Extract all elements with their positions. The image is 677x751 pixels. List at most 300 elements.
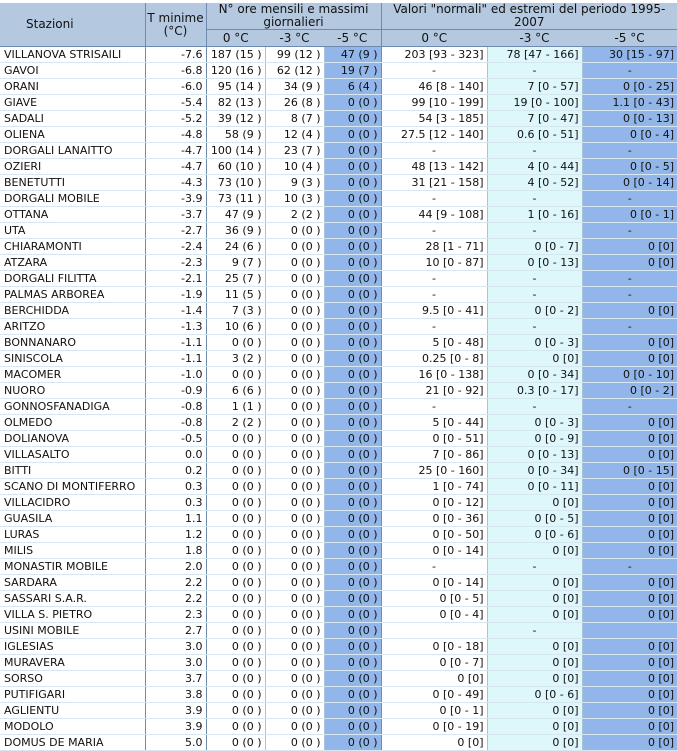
hours-0c-cell: 0 (0 ): [206, 607, 265, 623]
station-name-cell: SINISCOLA: [0, 351, 145, 367]
min-temperature-cell: -1.1: [145, 351, 206, 367]
station-name-cell: GIAVE: [0, 95, 145, 111]
normal-minus3c-cell: 0.6 [0 - 51]: [487, 127, 582, 143]
hours-0c-cell: 58 (9 ): [206, 127, 265, 143]
hours-0c-cell: 0 (0 ): [206, 703, 265, 719]
normal-minus3c-cell: -: [487, 623, 582, 639]
normal-0c-cell: 0 [0]: [381, 735, 487, 751]
min-temperature-cell: -2.1: [145, 271, 206, 287]
normal-0c-cell: 0 [0 - 14]: [381, 543, 487, 559]
normal-minus5c-cell: 0 [0]: [582, 351, 677, 367]
hours-minus5c-cell: 0 (0 ): [324, 127, 381, 143]
normal-minus3c-cell: 0 [0]: [487, 607, 582, 623]
hours-minus5c-cell: 0 (0 ): [324, 559, 381, 575]
normal-minus5c-cell: 0 [0]: [582, 303, 677, 319]
hours-0c-cell: 60 (10 ): [206, 159, 265, 175]
normal-minus3c-cell: 0 [0 - 7]: [487, 239, 582, 255]
station-name-cell: MONASTIR MOBILE: [0, 559, 145, 575]
hours-minus3c-cell: 0 (0 ): [265, 575, 324, 591]
hours-minus5c-cell: 0 (0 ): [324, 287, 381, 303]
hours-minus3c-cell: 12 (4 ): [265, 127, 324, 143]
min-temperature-cell: -1.9: [145, 287, 206, 303]
normal-minus5c-cell: 0 [0]: [582, 639, 677, 655]
hours-0c-cell: 95 (14 ): [206, 79, 265, 95]
min-temperature-cell: 2.2: [145, 575, 206, 591]
station-name-cell: BERCHIDDA: [0, 303, 145, 319]
table-row: [0, 543, 677, 559]
normal-minus5c-cell: 0 [0]: [582, 671, 677, 687]
min-temperature-cell: -4.7: [145, 159, 206, 175]
table-row: [0, 175, 677, 191]
hours-minus3c-cell: 0 (0 ): [265, 255, 324, 271]
min-temperature-cell: -0.8: [145, 415, 206, 431]
station-name-cell: USINI MOBILE: [0, 623, 145, 639]
min-temperature-cell: 1.2: [145, 527, 206, 543]
hours-minus3c-cell: 0 (0 ): [265, 511, 324, 527]
station-name-cell: DORGALI MOBILE: [0, 191, 145, 207]
table-row: [0, 639, 677, 655]
hours-minus3c-cell: 26 (8 ): [265, 95, 324, 111]
station-name-cell: SCANO DI MONTIFERRO: [0, 479, 145, 495]
hours-minus3c-cell: 0 (0 ): [265, 447, 324, 463]
header-normal-minus3c: -3 °C: [487, 30, 582, 47]
normal-minus5c-cell: 0 [0]: [582, 735, 677, 751]
hours-minus3c-cell: 0 (0 ): [265, 623, 324, 639]
normal-minus3c-cell: 78 [47 - 166]: [487, 47, 582, 63]
header-min-temperature: T minime (°C): [145, 3, 206, 47]
normal-minus5c-cell: 0 [0]: [582, 687, 677, 703]
hours-minus3c-cell: 0 (0 ): [265, 479, 324, 495]
normal-0c-cell: 10 [0 - 87]: [381, 255, 487, 271]
normal-0c-cell: 5 [0 - 44]: [381, 415, 487, 431]
hours-minus3c-cell: 9 (3 ): [265, 175, 324, 191]
station-name-cell: DOLIANOVA: [0, 431, 145, 447]
hours-0c-cell: 0 (0 ): [206, 367, 265, 383]
min-temperature-cell: 2.2: [145, 591, 206, 607]
normal-minus5c-cell: 0 [0]: [582, 415, 677, 431]
hours-minus3c-cell: 0 (0 ): [265, 303, 324, 319]
table-row: [0, 655, 677, 671]
station-name-cell: MACOMER: [0, 367, 145, 383]
hours-minus5c-cell: 0 (0 ): [324, 143, 381, 159]
hours-0c-cell: 24 (6 ): [206, 239, 265, 255]
hours-minus5c-cell: 0 (0 ): [324, 319, 381, 335]
table-row: [0, 703, 677, 719]
normal-minus5c-cell: 0 [0]: [582, 511, 677, 527]
table-row: [0, 735, 677, 751]
normal-minus5c-cell: 0 [0]: [582, 335, 677, 351]
hours-minus5c-cell: 0 (0 ): [324, 303, 381, 319]
normal-minus5c-cell: 0 [0 - 14]: [582, 175, 677, 191]
table-row: [0, 463, 677, 479]
header-hours-0c: 0 °C: [206, 30, 265, 47]
table-row: [0, 511, 677, 527]
normal-0c-cell: -: [381, 399, 487, 415]
hours-0c-cell: 0 (0 ): [206, 719, 265, 735]
header-stations: Stazioni: [0, 3, 145, 47]
hours-minus3c-cell: 0 (0 ): [265, 367, 324, 383]
normal-minus3c-cell: 0 [0]: [487, 719, 582, 735]
normal-minus5c-cell: 0 [0]: [582, 527, 677, 543]
normal-0c-cell: 21 [0 - 92]: [381, 383, 487, 399]
min-temperature-cell: -5.2: [145, 111, 206, 127]
table-row: [0, 351, 677, 367]
station-name-cell: PALMAS ARBOREA: [0, 287, 145, 303]
hours-minus3c-cell: 62 (12 ): [265, 63, 324, 79]
normal-0c-cell: 0 [0 - 4]: [381, 607, 487, 623]
table-row: [0, 127, 677, 143]
hours-0c-cell: 0 (0 ): [206, 575, 265, 591]
header-normal-values: Valori "normali" ed estremi del periodo 1995-2007: [381, 3, 677, 30]
normal-minus5c-cell: -: [582, 143, 677, 159]
min-temperature-cell: 2.0: [145, 559, 206, 575]
hours-0c-cell: 25 (7 ): [206, 271, 265, 287]
table-row: [0, 399, 677, 415]
hours-minus3c-cell: 0 (0 ): [265, 543, 324, 559]
normal-minus3c-cell: 0 [0]: [487, 591, 582, 607]
normal-0c-cell: 0 [0 - 18]: [381, 639, 487, 655]
station-name-cell: MURAVERA: [0, 655, 145, 671]
normal-0c-cell: 0 [0 - 49]: [381, 687, 487, 703]
normal-minus3c-cell: 0 [0]: [487, 575, 582, 591]
hours-0c-cell: 0 (0 ): [206, 511, 265, 527]
hours-minus5c-cell: 0 (0 ): [324, 367, 381, 383]
hours-minus3c-cell: 0 (0 ): [265, 607, 324, 623]
table-row: [0, 383, 677, 399]
normal-minus3c-cell: 0 [0 - 3]: [487, 335, 582, 351]
normal-0c-cell: -: [381, 319, 487, 335]
hours-minus3c-cell: 0 (0 ): [265, 735, 324, 751]
normal-0c-cell: 0 [0 - 5]: [381, 591, 487, 607]
table-row: [0, 63, 677, 79]
normal-0c-cell: 0 [0 - 1]: [381, 703, 487, 719]
min-temperature-cell: -4.8: [145, 127, 206, 143]
hours-0c-cell: 0 (0 ): [206, 463, 265, 479]
normal-minus3c-cell: -: [487, 287, 582, 303]
frost-hours-table: [0, 3, 677, 751]
hours-0c-cell: 1 (1 ): [206, 399, 265, 415]
hours-0c-cell: 0 (0 ): [206, 623, 265, 639]
normal-0c-cell: 16 [0 - 138]: [381, 367, 487, 383]
min-temperature-cell: 3.9: [145, 719, 206, 735]
station-name-cell: DORGALI LANAITTO: [0, 143, 145, 159]
min-temperature-cell: 2.3: [145, 607, 206, 623]
normal-minus5c-cell: 0 [0]: [582, 703, 677, 719]
hours-minus5c-cell: 0 (0 ): [324, 463, 381, 479]
hours-0c-cell: 0 (0 ): [206, 543, 265, 559]
table-row: [0, 447, 677, 463]
min-temperature-cell: 0.3: [145, 479, 206, 495]
hours-minus3c-cell: 0 (0 ): [265, 223, 324, 239]
hours-0c-cell: 120 (16 ): [206, 63, 265, 79]
normal-minus5c-cell: 0 [0]: [582, 255, 677, 271]
table-row: [0, 671, 677, 687]
hours-minus5c-cell: 0 (0 ): [324, 111, 381, 127]
hours-minus3c-cell: 99 (12 ): [265, 47, 324, 63]
hours-minus3c-cell: 0 (0 ): [265, 655, 324, 671]
hours-minus3c-cell: 0 (0 ): [265, 319, 324, 335]
table-row: [0, 687, 677, 703]
hours-minus5c-cell: 0 (0 ): [324, 607, 381, 623]
hours-minus3c-cell: 0 (0 ): [265, 591, 324, 607]
station-name-cell: LURAS: [0, 527, 145, 543]
hours-minus5c-cell: 0 (0 ): [324, 223, 381, 239]
normal-minus5c-cell: -: [582, 223, 677, 239]
min-temperature-cell: 5.0: [145, 735, 206, 751]
min-temperature-cell: 0.2: [145, 463, 206, 479]
hours-minus3c-cell: 0 (0 ): [265, 463, 324, 479]
min-temperature-cell: -2.4: [145, 239, 206, 255]
hours-0c-cell: 0 (0 ): [206, 335, 265, 351]
normal-minus3c-cell: -: [487, 271, 582, 287]
normal-0c-cell: 46 [8 - 140]: [381, 79, 487, 95]
hours-0c-cell: 2 (2 ): [206, 415, 265, 431]
hours-minus3c-cell: 0 (0 ): [265, 687, 324, 703]
table-row: [0, 239, 677, 255]
normal-minus3c-cell: -: [487, 223, 582, 239]
normal-0c-cell: 48 [13 - 142]: [381, 159, 487, 175]
normal-0c-cell: 7 [0 - 86]: [381, 447, 487, 463]
station-name-cell: NUORO: [0, 383, 145, 399]
station-name-cell: ATZARA: [0, 255, 145, 271]
header-monthly-hours: N° ore mensili e massimi giornalieri: [206, 3, 381, 30]
hours-minus5c-cell: 0 (0 ): [324, 239, 381, 255]
table-row: [0, 367, 677, 383]
min-temperature-cell: -4.3: [145, 175, 206, 191]
normal-0c-cell: -: [381, 287, 487, 303]
station-name-cell: MODOLO: [0, 719, 145, 735]
table-row: [0, 431, 677, 447]
hours-minus3c-cell: 0 (0 ): [265, 431, 324, 447]
normal-minus3c-cell: -: [487, 143, 582, 159]
normal-minus5c-cell: 0 [0]: [582, 655, 677, 671]
station-name-cell: SASSARI S.A.R.: [0, 591, 145, 607]
normal-0c-cell: 0 [0 - 14]: [381, 575, 487, 591]
header-hours-minus3c: -3 °C: [265, 30, 324, 47]
hours-minus5c-cell: 0 (0 ): [324, 95, 381, 111]
hours-0c-cell: 73 (11 ): [206, 191, 265, 207]
normal-0c-cell: 0 [0]: [381, 671, 487, 687]
hours-minus5c-cell: 0 (0 ): [324, 575, 381, 591]
hours-0c-cell: 9 (7 ): [206, 255, 265, 271]
hours-minus5c-cell: 0 (0 ): [324, 271, 381, 287]
normal-0c-cell: 0 [0 - 12]: [381, 495, 487, 511]
normal-0c-cell: 0.25 [0 - 8]: [381, 351, 487, 367]
hours-minus5c-cell: 0 (0 ): [324, 655, 381, 671]
station-name-cell: UTA: [0, 223, 145, 239]
normal-minus3c-cell: 0 [0 - 34]: [487, 367, 582, 383]
station-name-cell: SORSO: [0, 671, 145, 687]
hours-minus5c-cell: 0 (0 ): [324, 719, 381, 735]
normal-minus5c-cell: 30 [15 - 97]: [582, 47, 677, 63]
normal-0c-cell: 0 [0 - 36]: [381, 511, 487, 527]
normal-minus3c-cell: -: [487, 559, 582, 575]
hours-minus3c-cell: 0 (0 ): [265, 287, 324, 303]
normal-0c-cell: 31 [21 - 158]: [381, 175, 487, 191]
hours-minus5c-cell: 0 (0 ): [324, 623, 381, 639]
table-row: [0, 207, 677, 223]
hours-0c-cell: 47 (9 ): [206, 207, 265, 223]
hours-minus5c-cell: 0 (0 ): [324, 591, 381, 607]
normal-minus3c-cell: 0 [0 - 2]: [487, 303, 582, 319]
normal-minus3c-cell: -: [487, 63, 582, 79]
normal-minus3c-cell: 1 [0 - 16]: [487, 207, 582, 223]
normal-minus3c-cell: 0 [0]: [487, 639, 582, 655]
station-name-cell: VILLANOVA STRISAILI: [0, 47, 145, 63]
hours-minus3c-cell: 2 (2 ): [265, 207, 324, 223]
hours-minus5c-cell: 0 (0 ): [324, 415, 381, 431]
hours-minus3c-cell: 0 (0 ): [265, 399, 324, 415]
min-temperature-cell: -4.7: [145, 143, 206, 159]
hours-0c-cell: 73 (10 ): [206, 175, 265, 191]
normal-minus3c-cell: 0 [0]: [487, 543, 582, 559]
normal-minus3c-cell: 0 [0 - 13]: [487, 255, 582, 271]
table-row: [0, 575, 677, 591]
min-temperature-cell: 1.8: [145, 543, 206, 559]
min-temperature-cell: 2.7: [145, 623, 206, 639]
normal-minus3c-cell: 0 [0 - 6]: [487, 527, 582, 543]
normal-minus5c-cell: -: [582, 191, 677, 207]
station-name-cell: PUTIFIGARI: [0, 687, 145, 703]
normal-minus5c-cell: 0 [0]: [582, 719, 677, 735]
normal-minus3c-cell: -: [487, 399, 582, 415]
hours-minus5c-cell: 0 (0 ): [324, 527, 381, 543]
hours-0c-cell: 0 (0 ): [206, 431, 265, 447]
table-row: [0, 223, 677, 239]
normal-0c-cell: [381, 623, 487, 639]
min-temperature-cell: -0.8: [145, 399, 206, 415]
hours-minus5c-cell: 0 (0 ): [324, 479, 381, 495]
normal-minus3c-cell: 0 [0 - 5]: [487, 511, 582, 527]
station-name-cell: VILLASALTO: [0, 447, 145, 463]
station-name-cell: IGLESIAS: [0, 639, 145, 655]
min-temperature-cell: -0.9: [145, 383, 206, 399]
min-temperature-cell: -2.3: [145, 255, 206, 271]
hours-minus5c-cell: 0 (0 ): [324, 671, 381, 687]
station-name-cell: GAVOI: [0, 63, 145, 79]
normal-0c-cell: 54 [3 - 185]: [381, 111, 487, 127]
normal-minus5c-cell: 0 [0 - 13]: [582, 111, 677, 127]
table-row: [0, 527, 677, 543]
hours-minus5c-cell: 47 (9 ): [324, 47, 381, 63]
hours-minus3c-cell: 0 (0 ): [265, 527, 324, 543]
normal-0c-cell: -: [381, 559, 487, 575]
normal-minus5c-cell: 0 [0]: [582, 591, 677, 607]
hours-0c-cell: 0 (0 ): [206, 447, 265, 463]
normal-minus3c-cell: 0 [0 - 11]: [487, 479, 582, 495]
station-name-cell: ORANI: [0, 79, 145, 95]
normal-minus5c-cell: -: [582, 271, 677, 287]
hours-minus3c-cell: 0 (0 ): [265, 351, 324, 367]
station-name-cell: BENETUTTI: [0, 175, 145, 191]
hours-minus5c-cell: 0 (0 ): [324, 639, 381, 655]
min-temperature-cell: -1.0: [145, 367, 206, 383]
hours-minus3c-cell: 10 (3 ): [265, 191, 324, 207]
normal-0c-cell: 25 [0 - 160]: [381, 463, 487, 479]
hours-minus5c-cell: 0 (0 ): [324, 543, 381, 559]
hours-0c-cell: 0 (0 ): [206, 479, 265, 495]
hours-0c-cell: 0 (0 ): [206, 735, 265, 751]
table-row: [0, 159, 677, 175]
station-name-cell: ARITZO: [0, 319, 145, 335]
hours-0c-cell: 187 (15 ): [206, 47, 265, 63]
hours-minus3c-cell: 8 (7 ): [265, 111, 324, 127]
hours-0c-cell: 0 (0 ): [206, 591, 265, 607]
normal-0c-cell: 99 [10 - 199]: [381, 95, 487, 111]
station-name-cell: AGLIENTU: [0, 703, 145, 719]
station-name-cell: OLIENA: [0, 127, 145, 143]
hours-minus5c-cell: 0 (0 ): [324, 735, 381, 751]
normal-minus3c-cell: 0 [0]: [487, 735, 582, 751]
normal-minus5c-cell: 0 [0 - 1]: [582, 207, 677, 223]
hours-0c-cell: 3 (2 ): [206, 351, 265, 367]
hours-minus5c-cell: 0 (0 ): [324, 511, 381, 527]
min-temperature-cell: 3.7: [145, 671, 206, 687]
hours-0c-cell: 39 (12 ): [206, 111, 265, 127]
min-temperature-cell: -2.7: [145, 223, 206, 239]
hours-minus5c-cell: 0 (0 ): [324, 207, 381, 223]
normal-minus3c-cell: 0 [0 - 3]: [487, 415, 582, 431]
station-name-cell: CHIARAMONTI: [0, 239, 145, 255]
normal-0c-cell: -: [381, 223, 487, 239]
header-normal-0c: 0 °C: [381, 30, 487, 47]
normal-0c-cell: -: [381, 191, 487, 207]
normal-minus3c-cell: 4 [0 - 52]: [487, 175, 582, 191]
hours-minus3c-cell: 0 (0 ): [265, 671, 324, 687]
table-row: [0, 111, 677, 127]
min-temperature-cell: -3.7: [145, 207, 206, 223]
table-row: [0, 559, 677, 575]
min-temperature-cell: 1.1: [145, 511, 206, 527]
hours-minus3c-cell: 0 (0 ): [265, 271, 324, 287]
normal-0c-cell: 27.5 [12 - 140]: [381, 127, 487, 143]
min-temperature-cell: 3.0: [145, 655, 206, 671]
normal-minus3c-cell: 19 [0 - 100]: [487, 95, 582, 111]
normal-0c-cell: 0 [0 - 50]: [381, 527, 487, 543]
normal-0c-cell: 0 [0 - 51]: [381, 431, 487, 447]
normal-minus5c-cell: 0 [0]: [582, 239, 677, 255]
hours-minus3c-cell: 0 (0 ): [265, 703, 324, 719]
hours-minus5c-cell: 19 (7 ): [324, 63, 381, 79]
table-row: [0, 415, 677, 431]
normal-minus3c-cell: 0 [0 - 9]: [487, 431, 582, 447]
normal-minus3c-cell: 4 [0 - 44]: [487, 159, 582, 175]
normal-0c-cell: -: [381, 271, 487, 287]
hours-0c-cell: 7 (3 ): [206, 303, 265, 319]
hours-0c-cell: 0 (0 ): [206, 655, 265, 671]
normal-minus3c-cell: 0.3 [0 - 17]: [487, 383, 582, 399]
min-temperature-cell: -1.4: [145, 303, 206, 319]
normal-0c-cell: -: [381, 63, 487, 79]
normal-minus3c-cell: 0 [0]: [487, 703, 582, 719]
normal-minus5c-cell: 0 [0 - 25]: [582, 79, 677, 95]
table-row: [0, 495, 677, 511]
hours-minus3c-cell: 0 (0 ): [265, 639, 324, 655]
normal-minus5c-cell: -: [582, 559, 677, 575]
station-name-cell: DOMUS DE MARIA: [0, 735, 145, 751]
normal-minus3c-cell: -: [487, 319, 582, 335]
normal-minus5c-cell: 0 [0 - 4]: [582, 127, 677, 143]
normal-minus5c-cell: -: [582, 287, 677, 303]
normal-0c-cell: -: [381, 143, 487, 159]
hours-0c-cell: 6 (6 ): [206, 383, 265, 399]
normal-0c-cell: 0 [0 - 19]: [381, 719, 487, 735]
normal-minus5c-cell: -: [582, 63, 677, 79]
hours-minus3c-cell: 23 (7 ): [265, 143, 324, 159]
station-name-cell: OLMEDO: [0, 415, 145, 431]
station-name-cell: MILIS: [0, 543, 145, 559]
min-temperature-cell: -7.6: [145, 47, 206, 63]
